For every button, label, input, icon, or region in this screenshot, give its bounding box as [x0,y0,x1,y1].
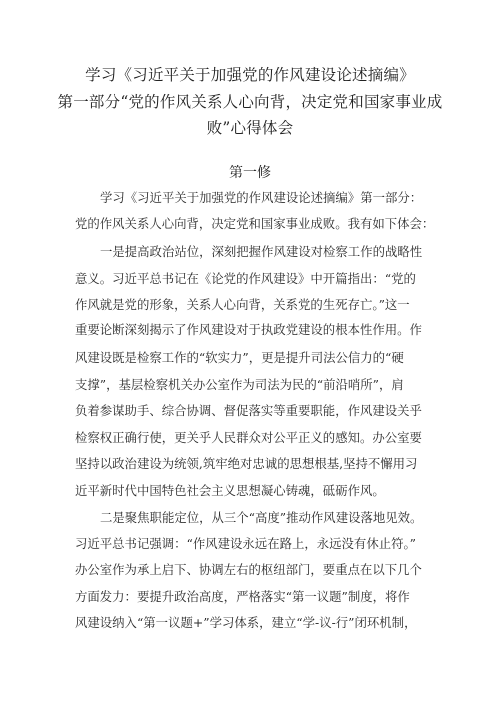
body-line: 办公室作为承上启下、协调左右的枢纽部门，要重点在以下几个 [75,562,422,577]
body-line: 作风就是党的形象，关系人心向背，关系党的生死存亡。”这一 [75,297,410,312]
body-line: 二是聚焦职能定位，从三个“高度”推动作风建设落地见效。 [100,510,423,525]
body-line: 一是提高政治站位，深刻把握作风建设对检察工作的战略性 [100,244,423,259]
document-title-line-1: 学习《习近平关于加强党的作风建设论述摘编》 [85,66,415,84]
document-title-line-2: 第一部分“党的作风关系人心向背，决定党和国家事业成 [57,93,443,111]
body-line: 检察权正确行使，更关乎人民群众对公平正义的感知。办公室要 [75,430,422,445]
body-line: 党的作风关系人心向背，决定党和国家事业成败。我有如下体会： [75,216,435,231]
body-line: 习近平总书记强调：“作风建设永远在路上，永远没有休止符。” [75,536,417,551]
body-line: 支撑”，基层检察机关办公室作为司法为民的“前沿哨所”，肩 [75,377,404,392]
body-line: 意义。习近平总书记在《论党的作风建设》中开篇指出：“党的 [75,271,416,286]
body-line: 风建设纳入“第一议题+”学习体系，建立“学-议-行”闭环机制， [75,615,417,630]
body-line: 重要论断深刻揭示了作风建设对于执政党建设的根本性作用。作 [75,322,422,337]
author-name: 第一修 [229,165,271,181]
body-line: 坚持以政治建设为统领,筑牢绝对忠诚的思想根基,坚持不懈用习 [75,456,418,471]
body-line: 近平新时代中国特色社会主义思想凝心铸魂，砥砺作风。 [75,483,385,498]
document-title-line-3: 败”心得体会 [206,119,294,137]
body-line: 方面发力：要提升政治高度，严格落实“第一议题”制度，将作 [75,589,410,604]
body-line: 风建设既是检察工作的“软实力”，更是提升司法公信力的“硬 [75,350,404,365]
body-line: 学习《习近平关于加强党的作风建设论述摘编》第一部分： [100,190,423,205]
body-line: 负着参谋助手、综合协调、督促落实等重要职能，作风建设关乎 [75,403,422,418]
